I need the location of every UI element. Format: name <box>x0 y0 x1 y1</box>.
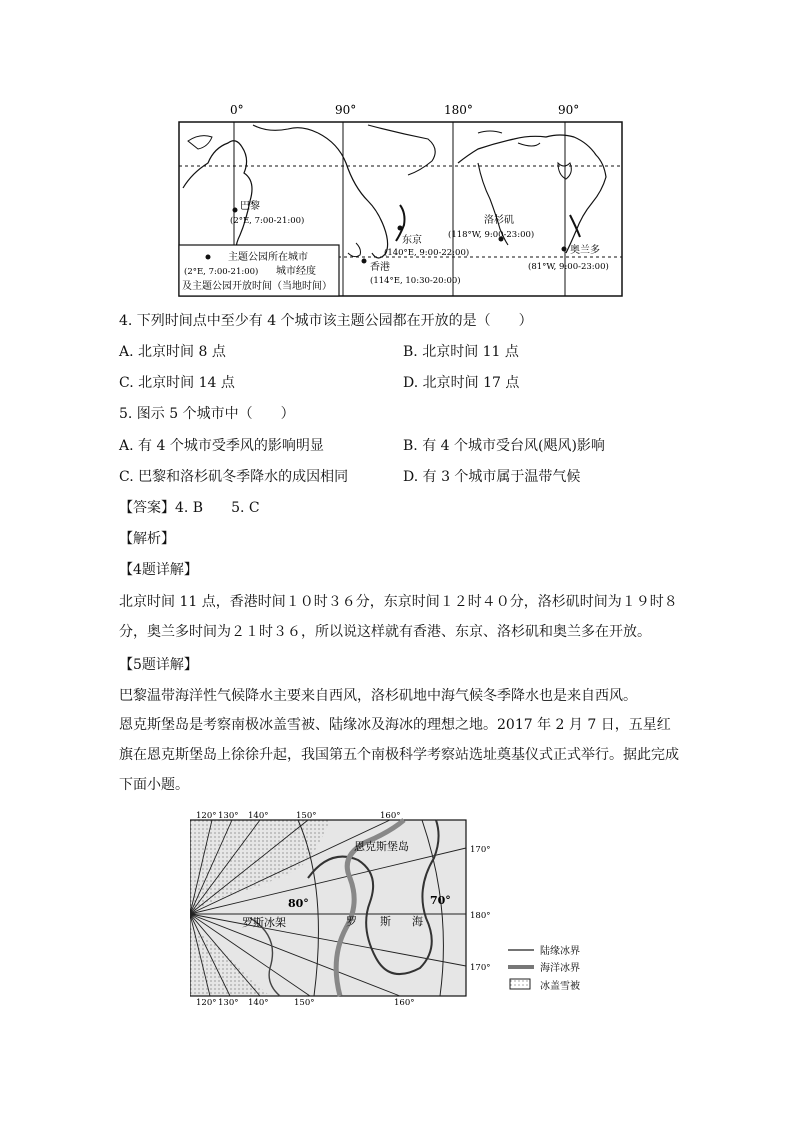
city-name-hongkong: 香港 <box>370 262 390 273</box>
antarctic-map <box>190 808 610 1008</box>
city-dot-orlando <box>562 247 567 252</box>
question-4-option-d: D. 北京时间 17 点 <box>403 375 520 391</box>
bottom-tick-130: 130° <box>218 998 239 1008</box>
label-ross-sea-2: 斯 <box>380 915 391 928</box>
city-info-los-angeles: (118°W, 9:00-23:00) <box>448 230 535 240</box>
legend-sea-ice-label: 海洋冰界 <box>540 963 580 974</box>
intro-paragraph: 恩克斯堡岛是考察南极冰盖雪被、陆缘冰及海冰的理想之地。2017 年 2 月 7 日，五星红旗在恩克斯堡岛上徐徐升起，我国第五个南极科学考察站选址奠基仪式正式举行。据此完成下面小题。 <box>119 717 679 793</box>
question-4-option-a: A. 北京时间 8 点 <box>119 344 226 360</box>
city-dot-hongkong <box>362 259 367 264</box>
label-ross-sea-3: 海 <box>412 915 423 928</box>
antarctic-map-svg <box>190 808 610 1008</box>
city-name-orlando: 奥兰多 <box>570 245 600 256</box>
label-inexpressible-island: 恩克斯堡岛 <box>354 840 409 853</box>
question-4-stem: 4. 下列时间点中至少有 4 个城市该主题公园都在开放的是（ ） <box>119 313 533 329</box>
top-tick-140: 140° <box>248 811 269 821</box>
lon-label-180: 180° <box>444 103 473 117</box>
world-theme-park-map <box>178 103 623 298</box>
city-info-paris: (2°E, 7:00-21:00) <box>230 216 305 226</box>
legend-ice-cap-label: 冰盖雪被 <box>540 981 580 992</box>
analysis-heading: 【解析】 <box>119 531 175 547</box>
lon-label-0: 0° <box>230 103 244 117</box>
question-5-option-b: B. 有 4 个城市受台风(飓风)影响 <box>403 438 605 454</box>
right-tick-170-top: 170° <box>470 845 491 855</box>
question-5-stem: 5. 图示 5 个城市中（ ） <box>119 406 295 422</box>
q4-detail-text: 北京时间 11 点，香港时间１０时３６分，东京时间１２时４０分，洛杉矶时间为１９时８分，奥兰多时间为２１时３６，所以说这样就有香港、东京、洛杉矶和奥兰多在开放。 <box>119 594 678 640</box>
question-4-option-b: B. 北京时间 11 点 <box>403 344 519 360</box>
question-5-option-a: A. 有 4 个城市受季风的影响明显 <box>119 438 324 454</box>
city-dot-tokyo <box>398 226 403 231</box>
label-ross-ice-shelf: 罗斯冰架 <box>242 916 286 929</box>
city-info-tokyo: (140°E, 9:00-22:00) <box>384 248 470 258</box>
bottom-tick-150: 150° <box>294 998 315 1008</box>
q5-detail-heading: 【5题详解】 <box>119 657 198 673</box>
right-tick-170-bottom: 170° <box>470 963 491 973</box>
top-tick-120: 120° <box>196 811 217 821</box>
legend-sample-info: (2°E, 7:00-21:00) <box>184 267 259 277</box>
city-info-hongkong: (114°E, 10:30-20:00) <box>370 276 461 286</box>
label-ross-sea-1: 罗 <box>346 915 357 928</box>
lon-label-90e: 90° <box>335 103 357 117</box>
city-name-tokyo: 东京 <box>402 235 422 246</box>
legend-ice-cap-swatch <box>510 979 530 989</box>
question-5-option-d: D. 有 3 个城市属于温带气候 <box>403 469 581 485</box>
city-dot-paris <box>233 208 238 213</box>
legend-line1: 主题公园所在城市 <box>228 252 308 263</box>
legend-dot-icon <box>206 255 211 260</box>
bottom-tick-160: 160° <box>394 998 415 1008</box>
q4-detail-heading: 【4题详解】 <box>119 562 198 578</box>
legend-line3: 及主题公园开放时间（当地时间） <box>182 281 332 292</box>
top-tick-160: 160° <box>380 811 401 821</box>
city-name-los-angeles: 洛杉矶 <box>484 215 514 226</box>
label-lat-70: 70° <box>430 894 451 907</box>
city-info-orlando: (81°W, 9:00-23:00) <box>528 262 609 272</box>
top-tick-130: 130° <box>218 811 239 821</box>
answer-line: 【答案】4. B 5. C <box>119 500 260 516</box>
legend-line2: 城市经度 <box>276 266 316 277</box>
city-name-paris: 巴黎 <box>240 201 260 212</box>
question-4-option-c: C. 北京时间 14 点 <box>119 375 235 391</box>
question-5-option-c: C. 巴黎和洛杉矶冬季降水的成因相同 <box>119 469 349 485</box>
bottom-tick-120: 120° <box>196 998 217 1008</box>
world-map-svg <box>178 103 623 298</box>
lon-label-90w: 90° <box>558 103 580 117</box>
label-lat-80: 80° <box>288 897 309 910</box>
legend-land-ice-label: 陆缘冰界 <box>540 946 580 957</box>
right-tick-180: 180° <box>470 911 491 921</box>
q5-detail-text: 巴黎温带海洋性气候降水主要来自西风，洛杉矶地中海气候冬季降水也是来自西风。 <box>119 688 637 704</box>
top-tick-150: 150° <box>296 811 317 821</box>
bottom-tick-140: 140° <box>248 998 269 1008</box>
